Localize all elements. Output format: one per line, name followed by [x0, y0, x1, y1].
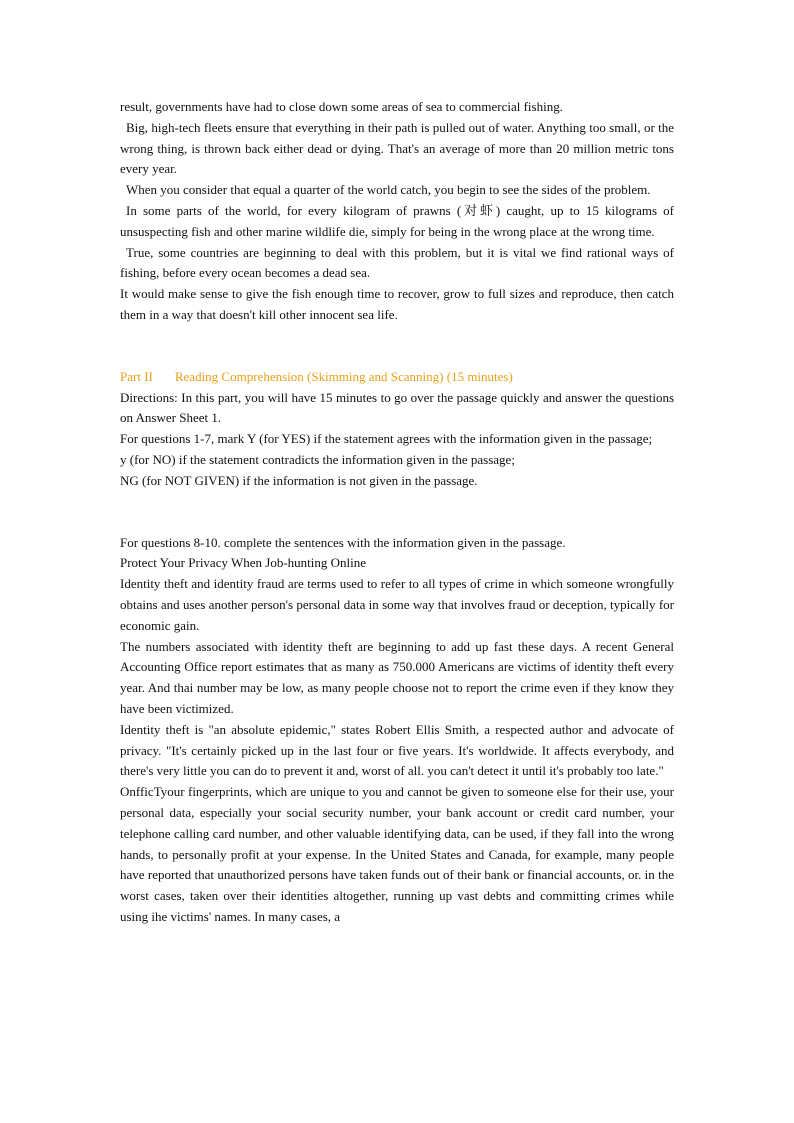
section-title: Reading Comprehension (Skimming and Scanning) (15 minutes) [174, 368, 513, 384]
passage-paragraph-2: The numbers associated with identity theft are beginning to add up fast these days. A recent General Accounting Office report estimates that as many as 750.000 Americans are victims of identity theft every year. And thai number may be low, as many people choose not to report the crime even if they know they have been victimized. [120, 638, 674, 716]
instruction-questions-8-10: For questions 8-10. complete the sentences with the information given in the passage. [120, 534, 566, 550]
passage-title: Protect Your Privacy When Job-hunting Online [120, 555, 367, 571]
passage-paragraph-3: Identity theft is "an absolute epidemic," states Robert Ellis Smith, a respected author and advocate of privacy. "It's certainly picked up in the last four or five years. It's worldwide. It affects everybody, and there's very little you can do to prevent it and, worst of all. you can't detect it until it's probably too late." [120, 721, 674, 779]
paragraph-top-5: True, some countries are beginning to deal with this problem, but it is vital we find rational ways of fishing, before every ocean becomes a dead sea. [120, 244, 674, 281]
spacer [120, 326, 674, 367]
directions-paragraph: Directions: In this part, you will have 15 minutes to go over the passage quickly and answer the questions on Answer Sheet 1. [120, 389, 674, 426]
paragraph-top-4: In some parts of the world, for every kilogram of prawns (对虾) caught, up to 15 kilograms of unsuspecting fish and other marine wildlife die, simply for being in the wrong place at the wrong time. [120, 202, 674, 239]
paragraph-top-6: It would make sense to give the fish enough time to recover, grow to full sizes and reproduce, then catch them in a way that doesn't kill other innocent sea life. [120, 286, 674, 322]
directions-not-given-rule: NG (for NOT GIVEN) if the information is not given in the passage. [120, 472, 478, 488]
passage-paragraph-4: OnfficTyour fingerprints, which are unique to you and cannot be given to someone else for their use, your personal data, especially your social security number, your bank account or credit card number, your telephone calling card number, and other valuable identifying data, can be used, if they fall into the wrong hands, to personally profit at your expense. In the United States and Canada, for example, many people have reported that unauthorized persons have taken funds out of their bank or financial accounts, or. in the worst cases, taken over their identities altogether, running up vast debts and committing crimes while using ihe victims' names. In many cases, a [120, 784, 674, 924]
paragraph-top-2: Big, high-tech fleets ensure that everything in their path is pulled out of water. Anything too small, or the wrong thing, is thrown back either dead or dying. That's an average of more than 20 million metric tons every year. [120, 119, 674, 177]
passage-paragraph-1: Identity theft and identity fraud are terms used to refer to all types of crime in which someone wrongfully obtains and uses another person's personal data in some way that involves fraud or deception, typically for economic gain. [120, 576, 674, 633]
spacer [120, 492, 674, 533]
paragraph-top-1: result, governments have had to close down some areas of sea to commercial fishing. [120, 99, 563, 114]
section-part-label: Part II [120, 368, 153, 384]
directions-yes-rule: For questions 1-7, mark Y (for YES) if the statement agrees with the information given in the passage; [120, 431, 653, 447]
document-page [120, 97, 674, 928]
paragraph-top-3: When you consider that equal a quarter of the world catch, you begin to see the sides of the problem. [126, 182, 651, 198]
directions-no-rule: y (for NO) if the statement contradicts the information given in the passage; [120, 451, 515, 467]
section-heading [120, 367, 674, 388]
